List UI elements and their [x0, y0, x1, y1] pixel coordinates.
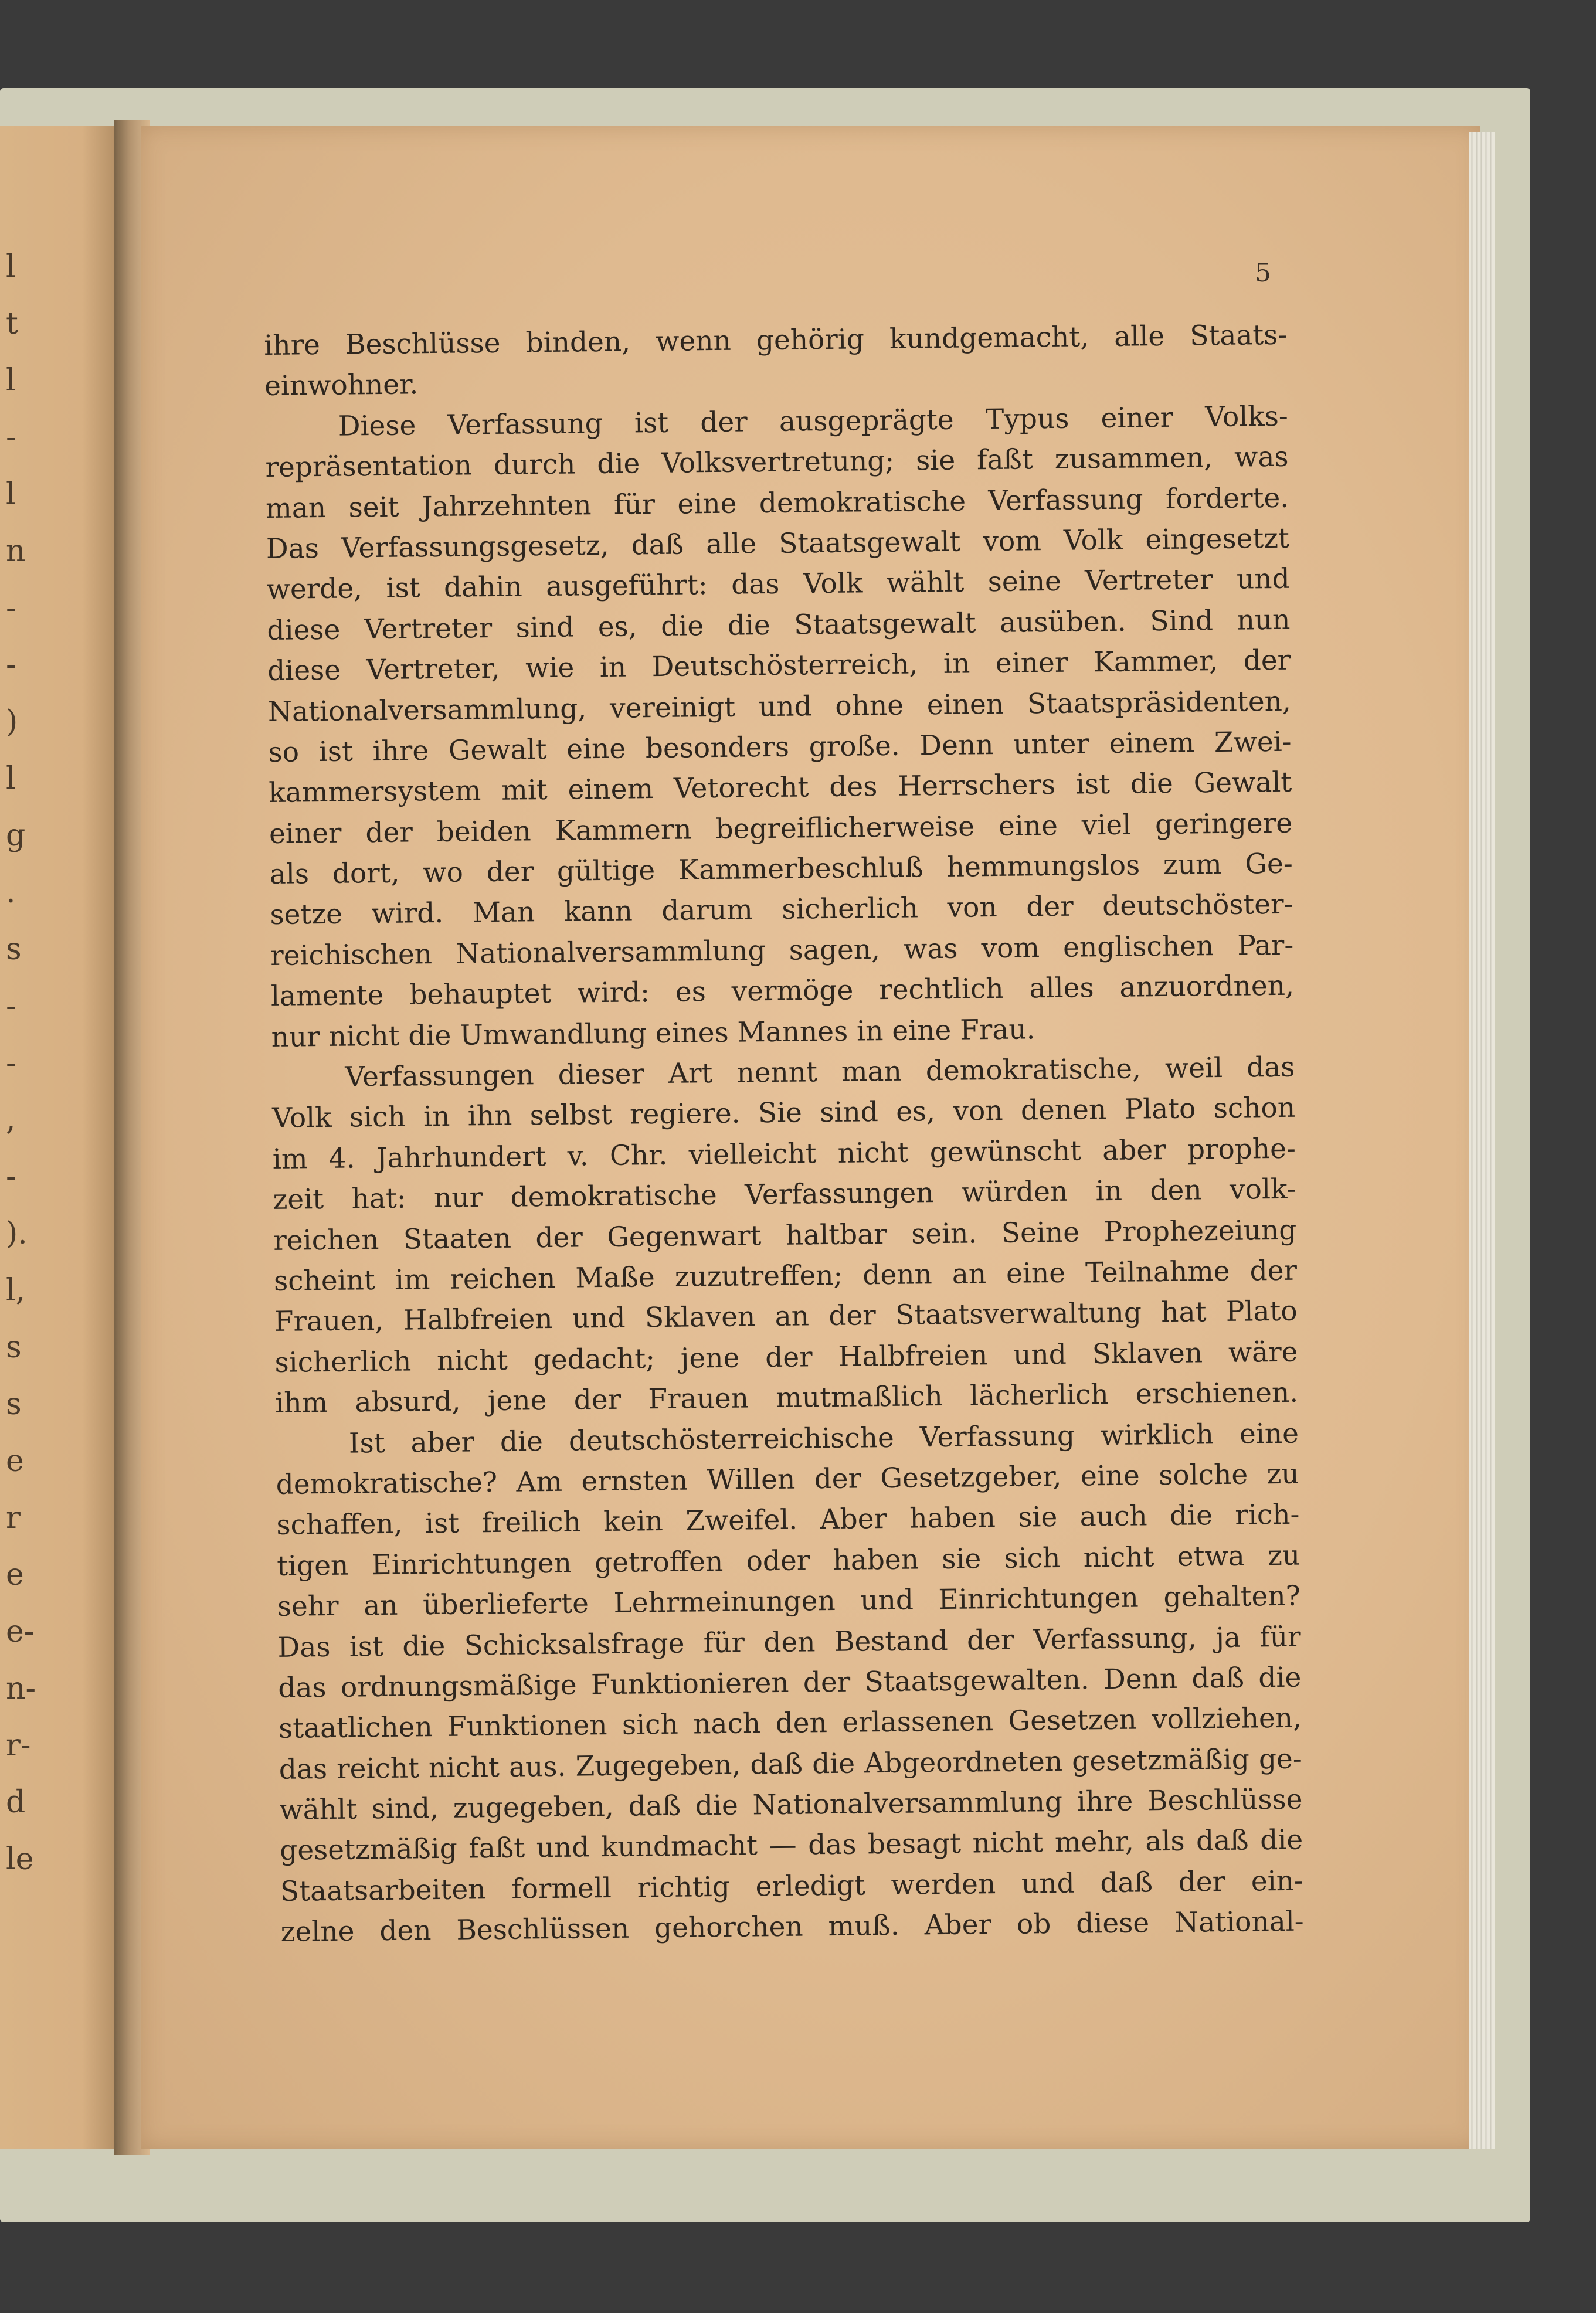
text-line: Nationalversammlung, vereinigt und ohne einen Staatspräsidenten,	[267, 685, 1292, 728]
text-line: repräsentation durch die Volksvertretung; sie faßt zusammen, was	[265, 440, 1289, 484]
body-text	[264, 315, 1305, 2084]
facing-page-fragment: e-	[6, 1614, 35, 1649]
facing-page-fragment: ).	[6, 1216, 28, 1251]
text-line: das reicht nicht aus. Zugegeben, daß die Abgeordneten gesetzmäßig ge-	[279, 1743, 1302, 1786]
text-line: als dort, wo der gültige Kammerbeschluß hemmungslos zum Ge-	[269, 847, 1293, 891]
text-line: im 4. Jahrhundert v. Chr. vielleicht nicht gewünscht aber prophe-	[272, 1132, 1296, 1176]
text-line: reichischen Nationalversammlung sagen, was vom englischen Par-	[270, 929, 1294, 972]
text-line: lamente behauptet wird: es vermöge rechtlich alles anzuordnen,	[270, 969, 1295, 1013]
page-number: 5	[1255, 258, 1271, 288]
text-line: zelne den Beschlüssen gehorchen muß. Aber ob diese National-	[280, 1905, 1304, 1949]
facing-page-fragment: .	[6, 875, 16, 910]
facing-page	[0, 126, 117, 2149]
text-line: gesetzmäßig faßt und kundmacht — das besagt nicht mehr, als daß die	[279, 1824, 1303, 1867]
text-line: diese Vertreter, wie in Deutschösterreich, in einer Kammer, der	[267, 644, 1291, 688]
text-line: so ist ihre Gewalt eine besonders große. Denn unter einem Zwei-	[268, 725, 1292, 769]
facing-page-fragment: g	[6, 818, 26, 853]
facing-page-fragment: d	[6, 1785, 26, 1820]
text-line: sicherlich nicht gedacht; jene der Halbfreien und Sklaven wäre	[274, 1336, 1298, 1379]
facing-page-text-fragments	[0, 126, 117, 2149]
facing-page-fragment: n	[6, 534, 26, 569]
facing-page-fragment: le	[6, 1842, 34, 1877]
text-line: reichen Staaten der Gegenwart haltbar sein. Seine Prophezeiung	[273, 1214, 1297, 1257]
text-line: sehr an überlieferte Lehrmeinungen und Einrichtungen gehalten?	[277, 1580, 1301, 1623]
facing-page-fragment: -	[6, 989, 16, 1024]
facing-page-fragment: r	[6, 1500, 21, 1536]
text-line: scheint im reichen Maße zuzutreffen; denn an eine Teilnahme der	[273, 1254, 1298, 1298]
text-line: wählt sind, zugegeben, daß die Nationalversammlung ihre Beschlüsse	[279, 1783, 1303, 1826]
facing-page-fragment: )	[6, 704, 18, 739]
text-line: einwohner.	[264, 368, 419, 403]
text-line: tigen Einrichtungen getroffen oder haben sie sich nicht etwa zu	[276, 1539, 1300, 1582]
facing-page-fragment: s	[6, 1387, 22, 1422]
text-line: Diese Verfassung ist der ausgeprägte Typus einer Volks-	[338, 400, 1289, 443]
facing-page-fragment: -	[6, 1045, 16, 1081]
facing-page-fragment: l	[6, 363, 16, 398]
text-line: nur nicht die Umwandlung eines Mannes in eine Frau.	[271, 1013, 1035, 1054]
text-line: schaffen, ist freilich kein Zweifel. Aber haben sie auch die rich-	[276, 1498, 1300, 1542]
facing-page-fragment: s	[6, 932, 22, 967]
text-line: kammersystem mit einem Vetorecht des Herrschers ist die Gewalt	[269, 766, 1292, 810]
text-line: setze wird. Man kann darum sicherlich von der deutschöster-	[270, 888, 1293, 932]
facing-page-fragment: l,	[6, 1273, 26, 1308]
text-line: diese Vertreter sind es, die die Staatsgewalt ausüben. Sind nun	[267, 603, 1291, 647]
facing-page-fragment: ,	[6, 1102, 16, 1137]
facing-page-fragment: -	[6, 647, 16, 682]
facing-page-fragment: -	[6, 420, 16, 455]
facing-page-fragment: -	[6, 1159, 16, 1194]
facing-page-fragment: s	[6, 1330, 22, 1365]
text-line: ihm absurd, jene der Frauen mutmaßlich lächerlich erschienen.	[274, 1376, 1299, 1420]
text-line: das ordnungsmäßige Funktionieren der Staatsgewalten. Denn daß die	[278, 1661, 1302, 1704]
text-line: Volk sich in ihn selbst regiere. Sie sind es, von denen Plato schon	[271, 1092, 1296, 1135]
text-line: demokratische? Am ernsten Willen der Gesetzgeber, eine solche zu	[276, 1458, 1299, 1501]
text-line: Das ist die Schicksalsfrage für den Bestand der Verfassung, ja für	[277, 1621, 1301, 1664]
facing-page-fragment: l	[6, 477, 16, 512]
text-line: Frauen, Halbfreien und Sklaven an der Staatsverwaltung hat Plato	[274, 1295, 1298, 1339]
page-fore-edge	[1469, 132, 1495, 2149]
text-line: zeit hat: nur demokratische Verfassungen würden in den volk-	[273, 1173, 1296, 1217]
facing-page-fragment: n-	[6, 1671, 36, 1706]
text-line: man seit Jahrzehnten für eine demokratische Verfassung forderte.	[265, 481, 1289, 525]
text-line: Das Verfassungsgesetz, daß alle Staatsgewalt vom Volk eingesetzt	[266, 522, 1290, 565]
text-line: einer der beiden Kammern begreiflicherweise eine viel geringere	[269, 807, 1293, 850]
text-line: staatlichen Funktionen sich nach den erlassenen Gesetzen vollziehen,	[278, 1701, 1302, 1745]
text-line: Verfassungen dieser Art nennt man demokratische, weil das	[345, 1051, 1295, 1093]
facing-page-fragment: e	[6, 1557, 24, 1592]
facing-page-fragment: e	[6, 1443, 24, 1479]
facing-page-fragment: l	[6, 249, 16, 284]
text-line: werde, ist dahin ausgeführt: das Volk wählt seine Vertreter und	[266, 563, 1290, 606]
facing-page-fragment: t	[6, 306, 18, 341]
text-line: Ist aber die deutschösterreichische Verfassung wirklich eine	[348, 1417, 1299, 1460]
text-line: Staatsarbeiten formell richtig erledigt werden und daß der ein-	[280, 1864, 1304, 1908]
facing-page-fragment: r-	[6, 1728, 31, 1763]
facing-page-fragment: l	[6, 761, 16, 796]
facing-page-fragment: -	[6, 590, 16, 626]
text-line: ihre Beschlüsse binden, wenn gehörig kundgemacht, alle Staats-	[264, 318, 1288, 362]
